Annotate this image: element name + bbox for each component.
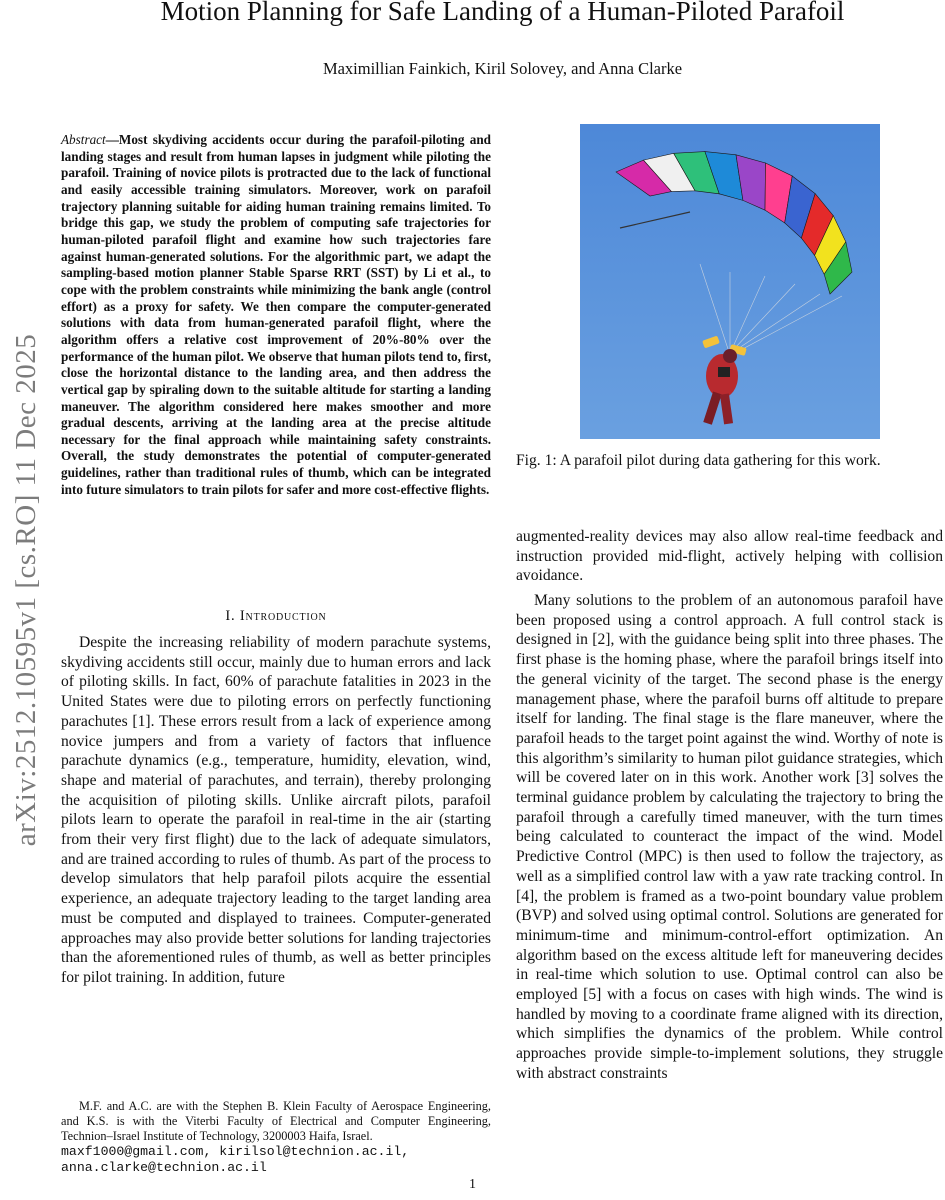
- intro-paragraph-2: Many solutions to the problem of an autonomous parafoil have been proposed using a control approach. A full control stack is designed in [2], with the guidance being split into three phases. The first phase is the homing phase, where the parafoil brings itself into the general vicinity of the target. The second phase is the energy management phase, where the parafoil burns off altitude to prepare itself for landing. The final stage is the flare maneuver, where the parafoil heads to the target point against the wind. Worthy of note is this algorithm’s similarity to human pilot guidance strategies, which will be covered later on in this work. Another work [3] solves the terminal guidance problem by calculating the trajectory to bring the parafoil through a carefully timed maneuver, with the turn times being calculated to counteract the impact of the wind. Model Predictive Control (MPC) is then used to follow the trajectory, as well as a simplified control law with a yaw rate tracking control. In [4], the problem is framed as a two-point boundary value problem (BVP) and solved using optimal control. Solutions are generated for minimum-time and minimum-control-effort optimization. An algorithm based on the excess altitude left for maneuvering decides in real-time which solution to use. Optimal control can also be employed [5] with a focus on cases with high winds. The wind is handled by moving to a coordinate frame aligned with its direction, which simplifies the dynamics of the problem. While control approaches provide simple-to-implement solutions, they struggle with abstract constraints: [516, 592, 943, 1082]
- section-first-letter: I: [239, 608, 246, 624]
- figure-caption: Fig. 1: A parafoil pilot during data gathering for this work.: [516, 452, 881, 469]
- section-number: I.: [225, 608, 236, 624]
- arxiv-identifier-stamp: arXiv:2512.10595v1 [cs.RO] 11 Dec 2025: [10, 333, 42, 847]
- footnote-affiliation: M.F. and A.C. are with the Stephen B. Klein Faculty of Aerospace Engineering, and K.S. is with the Viterbi Faculty of Electrical and Computer Engineering, Technion–Israel Institute of Technology, 3200003 Haifa, Israel.: [61, 1099, 491, 1143]
- intro-paragraph-1-continued: augmented-reality devices may also allow real-time feedback and instruction provided mid-flight, actively helping with collision avoidance.: [516, 528, 943, 585]
- footnote-email-line-1: maxf1000@gmail.com, kirilsol@technion.ac.il,: [61, 1144, 410, 1159]
- section-title-rest: ntroduction: [245, 608, 327, 624]
- intro-paragraph-1: Despite the increasing reliability of modern parachute systems, skydiving accidents still occur, mainly due to human errors and lack of piloting skills. In fact, 60% of parachute fatalities in 2023 in the United States were due to piloting errors on perfectly functioning parachutes [1]. These errors result from a lack of experience among novice jumpers and from a variety of factors that influence parachute dynamics (e.g., temperature, humidity, elevation, wind, shape and material of parachutes, and terrain), thereby prolonging the acquisition of piloting skills. Unlike aircraft pilots, parafoil pilots learn to operate the parafoil in real-time in the air (starting from their very first flight) due to the lack of adequate simulators, and are trained according to rules of thumb. As part of the process to develop simulators that help parafoil pilots acquire the essential experience, an adequate trajectory leading to the target landing area must be computed and displayed to trainees. Computer-generated approaches may also provide better solutions for landing trajectories than the aforementioned rules of thumb, as well as better principles for pilot training. In addition, future: [61, 634, 491, 986]
- section-heading-introduction: [61, 606, 491, 626]
- abstract: [61, 132, 491, 498]
- page-number: 1: [469, 1177, 476, 1192]
- abstract-dash: —: [105, 132, 119, 147]
- abstract-text: Most skydiving accidents occur during the parafoil-piloting and landing stages and result from human lapses in judgment while piloting the parafoil. Training of novice pilots is protracted due to the lack of functional and easily accessible training simulators. Moreover, work on parafoil trajectory planning suitable for aiding human training remains limited. To bridge this gap, we study the problem of computing safe trajectories for human-piloted parafoil flight and examine how such trajectories fare against human-generated solutions. For the algorithmic part, we adapt the sampling-based motion planner Stable Sparse RRT (SST) by Li et al., to cope with the problem constraints while minimizing the bank angle (control effort) as a proxy for safety. We then compare the computer-generated solutions with data from human-generated parafoil flight, where the algorithm offers a relative cost improvement of 20%-80% over the performance of the human pilot. We observe that human pilots tend to, first, close the horizontal distance to the landing area, and then address the vertical gap by spiraling down to the suitable altitude for starting a landing maneuver. The algorithm considered here makes smoother and more gradual descents, arriving at the landing area at the precise altitude necessary for the final approach while maintaining safety constraints. Overall, the study demonstrates the potential of computer-generated guidelines, rather than traditional rules of thumb, which can be integrated into future simulators to train pilots for safer and more cost-effective flights.: [61, 132, 491, 497]
- abstract-label: Abstract: [61, 132, 106, 147]
- author-list: Maximillian Fainkich, Kiril Solovey, and Anna Clarke: [322, 59, 683, 78]
- figure-parafoil-photo: [580, 124, 880, 439]
- footnote-email-line-2: anna.clarke@technion.ac.il: [61, 1159, 267, 1175]
- affiliation-footnote: [61, 1099, 491, 1175]
- paper-title: Motion Planning for Safe Landing of a Human-Piloted Parafoil: [160, 0, 845, 26]
